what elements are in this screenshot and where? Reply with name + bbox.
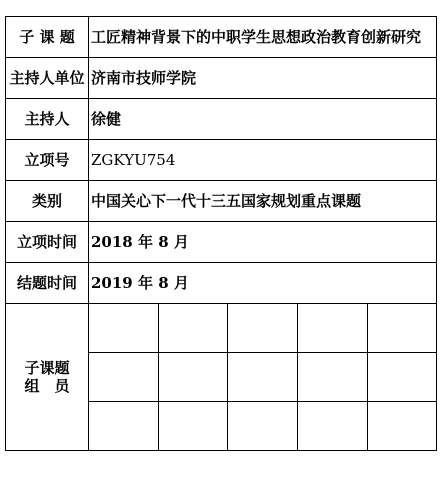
row-project-number	[6, 140, 437, 181]
members-label	[6, 304, 89, 451]
row-completion-date	[6, 263, 437, 304]
approval-date-value: 2018 年 8 月	[89, 222, 437, 263]
member-cell	[228, 353, 298, 402]
host-unit-label: 主持人单位	[6, 58, 89, 99]
members-label-line1: 子课题	[24, 359, 70, 377]
row-category	[6, 181, 437, 222]
category-value: 中国关心下一代十三五国家规划重点课题	[89, 181, 437, 222]
member-cell	[298, 353, 368, 402]
row-sub-topic	[6, 17, 437, 58]
completion-date-value: 2019 年 8 月	[89, 263, 437, 304]
category-label: 类别	[6, 181, 89, 222]
members-label-line2: 组 员	[24, 377, 70, 395]
member-cell	[228, 402, 298, 451]
member-row	[6, 304, 437, 353]
row-host	[6, 99, 437, 140]
project-info-table	[5, 16, 437, 451]
member-cell	[89, 402, 159, 451]
member-cell	[159, 353, 228, 402]
member-cell	[368, 304, 437, 353]
host-unit-value: 济南市技师学院	[89, 58, 437, 99]
member-cell	[89, 304, 159, 353]
project-number-value: ZGKYU754	[89, 140, 437, 181]
sub-topic-label: 子 课 题	[6, 17, 89, 58]
member-cell	[89, 353, 159, 402]
sub-topic-value: 工匠精神背景下的中职学生思想政治教育创新研究	[89, 17, 437, 58]
member-cell	[368, 402, 437, 451]
host-value: 徐健	[89, 99, 437, 140]
member-cell	[159, 402, 228, 451]
row-approval-date	[6, 222, 437, 263]
member-cell	[228, 304, 298, 353]
member-cell	[159, 304, 228, 353]
host-label: 主持人	[6, 99, 89, 140]
member-cell	[298, 304, 368, 353]
approval-date-label: 立项时间	[6, 222, 89, 263]
project-number-label: 立项号	[6, 140, 89, 181]
member-cell	[368, 353, 437, 402]
row-host-unit	[6, 58, 437, 99]
member-cell	[298, 402, 368, 451]
completion-date-label: 结题时间	[6, 263, 89, 304]
